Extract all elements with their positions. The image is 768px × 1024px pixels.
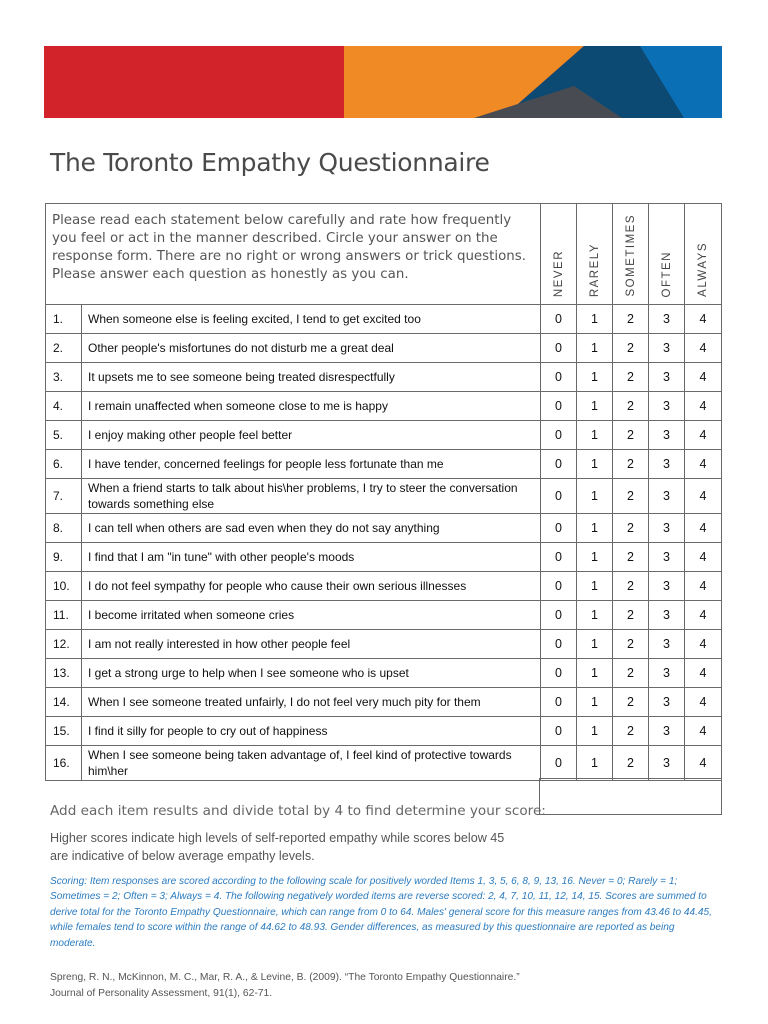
score-option[interactable]: 0: [541, 392, 577, 421]
score-option[interactable]: 4: [685, 514, 722, 543]
score-option[interactable]: 2: [613, 630, 649, 659]
item-statement: I become irritated when someone cries: [82, 601, 541, 630]
score-option[interactable]: 4: [685, 572, 722, 601]
item-statement: I enjoy making other people feel better: [82, 421, 541, 450]
item-statement: When I see someone being taken advantage of, I feel kind of protective towards him\her: [82, 746, 541, 781]
score-option[interactable]: 3: [649, 514, 685, 543]
score-option[interactable]: 0: [541, 746, 577, 781]
item-statement: I remain unaffected when someone close to me is happy: [82, 392, 541, 421]
table-row: [46, 601, 722, 630]
score-option[interactable]: 0: [541, 717, 577, 746]
item-number: 3.: [46, 363, 82, 392]
scale-label: ALWAYS: [697, 242, 710, 297]
item-statement: When I see someone treated unfairly, I do not feel very much pity for them: [82, 688, 541, 717]
score-total-box[interactable]: [539, 778, 722, 815]
score-option[interactable]: 3: [649, 601, 685, 630]
score-option[interactable]: 1: [577, 659, 613, 688]
score-option[interactable]: 2: [613, 543, 649, 572]
table-row: [46, 688, 722, 717]
score-option[interactable]: 4: [685, 659, 722, 688]
item-number: 8.: [46, 514, 82, 543]
score-option[interactable]: 2: [613, 572, 649, 601]
scale-label: OFTEN: [660, 250, 673, 297]
score-option[interactable]: 0: [541, 421, 577, 450]
item-statement: I get a strong urge to help when I see someone who is upset: [82, 659, 541, 688]
score-option[interactable]: 0: [541, 630, 577, 659]
page-title: The Toronto Empathy Questionnaire: [50, 148, 490, 177]
score-option[interactable]: 3: [649, 630, 685, 659]
score-option[interactable]: 0: [541, 305, 577, 334]
score-option[interactable]: 1: [577, 450, 613, 479]
table-row: [46, 305, 722, 334]
score-option[interactable]: 3: [649, 334, 685, 363]
citation: [50, 970, 670, 1002]
item-number: 11.: [46, 601, 82, 630]
item-statement: I can tell when others are sad even when they do not say anything: [82, 514, 541, 543]
score-option[interactable]: 1: [577, 688, 613, 717]
score-option[interactable]: 0: [541, 688, 577, 717]
item-statement: I find that I am "in tune" with other people's moods: [82, 543, 541, 572]
score-option[interactable]: 1: [577, 572, 613, 601]
item-statement: I have tender, concerned feelings for people less fortunate than me: [82, 450, 541, 479]
scale-label: RARELY: [588, 242, 601, 297]
score-option[interactable]: 1: [577, 746, 613, 781]
item-statement: I am not really interested in how other people feel: [82, 630, 541, 659]
table-row: [46, 746, 722, 781]
item-statement: Other people's misfortunes do not disturb me a great deal: [82, 334, 541, 363]
score-interpretation: Higher scores indicate high levels of self-reported empathy while scores below 45 are indicative of below average empathy levels.: [50, 831, 505, 863]
item-number: 1.: [46, 305, 82, 334]
table-header-row: [46, 204, 722, 305]
score-option[interactable]: 1: [577, 543, 613, 572]
score-option[interactable]: 2: [613, 601, 649, 630]
table-row: [46, 479, 722, 514]
item-statement: I find it silly for people to cry out of happiness: [82, 717, 541, 746]
score-option[interactable]: 2: [613, 659, 649, 688]
score-option[interactable]: 0: [541, 543, 577, 572]
score-option[interactable]: 1: [577, 601, 613, 630]
score-option[interactable]: 2: [613, 514, 649, 543]
score-option[interactable]: 2: [613, 421, 649, 450]
score-option[interactable]: 2: [613, 450, 649, 479]
item-number: 2.: [46, 334, 82, 363]
score-option[interactable]: 4: [685, 392, 722, 421]
score-option[interactable]: 4: [685, 601, 722, 630]
item-number: 14.: [46, 688, 82, 717]
score-option[interactable]: 1: [577, 305, 613, 334]
header-banner: [44, 46, 722, 118]
score-option[interactable]: 2: [613, 688, 649, 717]
table-row: [46, 572, 722, 601]
table-row: [46, 450, 722, 479]
questionnaire-table: [45, 203, 722, 781]
score-option[interactable]: 4: [685, 717, 722, 746]
score-option[interactable]: 1: [577, 479, 613, 514]
score-option[interactable]: 4: [685, 334, 722, 363]
table-row: [46, 334, 722, 363]
item-statement: I do not feel sympathy for people who cause their own serious illnesses: [82, 572, 541, 601]
score-option[interactable]: 1: [577, 334, 613, 363]
citation-line-1: Spreng, R. N., McKinnon, M. C., Mar, R. A., & Levine, B. (2009). “The Toronto Empathy Questionnaire.”: [50, 972, 520, 983]
score-option[interactable]: 0: [541, 572, 577, 601]
table-row: [46, 630, 722, 659]
scoring-instructions: Add each item results and divide total by 4 to find determine your score:: [50, 803, 546, 819]
scale-header-never: [541, 204, 577, 305]
table-row: [46, 363, 722, 392]
score-option[interactable]: 4: [685, 421, 722, 450]
score-option[interactable]: 3: [649, 659, 685, 688]
score-option[interactable]: 3: [649, 572, 685, 601]
scale-header-always: [685, 204, 722, 305]
item-number: 15.: [46, 717, 82, 746]
score-option[interactable]: 0: [541, 514, 577, 543]
score-option[interactable]: 2: [613, 717, 649, 746]
item-number: 10.: [46, 572, 82, 601]
item-number: 5.: [46, 421, 82, 450]
score-option[interactable]: 4: [685, 746, 722, 781]
score-option[interactable]: 0: [541, 659, 577, 688]
item-statement: It upsets me to see someone being treated disrespectfully: [82, 363, 541, 392]
score-option[interactable]: 3: [649, 392, 685, 421]
score-option[interactable]: 4: [685, 305, 722, 334]
score-option[interactable]: 2: [613, 334, 649, 363]
score-option[interactable]: 1: [577, 392, 613, 421]
score-option[interactable]: 2: [613, 305, 649, 334]
scale-header-rarely: [577, 204, 613, 305]
scale-header-sometimes: [613, 204, 649, 305]
score-option[interactable]: 0: [541, 363, 577, 392]
score-option[interactable]: 1: [577, 630, 613, 659]
citation-line-2: Journal of Personality Assessment, 91(1), 62-71.: [50, 988, 273, 999]
score-option[interactable]: 2: [613, 363, 649, 392]
score-option[interactable]: 2: [613, 392, 649, 421]
item-number: 13.: [46, 659, 82, 688]
score-option[interactable]: 0: [541, 450, 577, 479]
table-row: [46, 514, 722, 543]
table-row: [46, 421, 722, 450]
score-option[interactable]: 0: [541, 479, 577, 514]
score-option[interactable]: 3: [649, 305, 685, 334]
score-option[interactable]: 1: [577, 717, 613, 746]
item-statement: When a friend starts to talk about his\her problems, I try to steer the conversation towards something else: [82, 479, 541, 514]
scale-header-often: [649, 204, 685, 305]
score-option[interactable]: 4: [685, 363, 722, 392]
table-row: [46, 659, 722, 688]
score-option[interactable]: 2: [613, 479, 649, 514]
score-option[interactable]: 1: [577, 421, 613, 450]
item-number: 12.: [46, 630, 82, 659]
scale-label: NEVER: [552, 249, 565, 297]
score-option[interactable]: 2: [613, 746, 649, 781]
score-option[interactable]: 4: [685, 479, 722, 514]
score-option[interactable]: 3: [649, 421, 685, 450]
score-option[interactable]: 4: [685, 630, 722, 659]
instructions-intro: Please read each statement below carefully and rate how frequently you feel or act in the manner described. Circle your answer on the response form. There are no right or wrong answers or trick questions. Please answer each question as honestly as you can.: [46, 204, 541, 305]
score-option[interactable]: 1: [577, 514, 613, 543]
item-number: 4.: [46, 392, 82, 421]
score-option[interactable]: 4: [685, 543, 722, 572]
item-number: 16.: [46, 746, 82, 781]
scoring-note: Scoring: Item responses are scored according to the following scale for positively worded Items 1, 3, 5, 6, 8, 9, 13, 16. Never = 0; Rarely = 1; Sometimes = 2; Often = 3; Always = 4. The following negatively worded items are reverse scored: 2, 4, 7, 10, 11, 12, 14, 15. Scores are summed to derive total for the Toronto Empathy Questionnaire, which can range from 0 to 64. Males' general score for this measure ranges from 43.46 to 44.45, while females tend to score within the range of 44.62 to 48.93. Gender differences, as measured by this questionnaire are reported as being moderate.: [50, 876, 712, 949]
score-option[interactable]: 0: [541, 334, 577, 363]
score-option[interactable]: 3: [649, 479, 685, 514]
table-row: [46, 717, 722, 746]
item-number: 7.: [46, 479, 82, 514]
score-option[interactable]: 3: [649, 543, 685, 572]
score-option[interactable]: 3: [649, 688, 685, 717]
score-option[interactable]: 1: [577, 363, 613, 392]
score-option[interactable]: 3: [649, 746, 685, 781]
score-option[interactable]: 0: [541, 601, 577, 630]
scale-label: SOMETIMES: [624, 214, 637, 297]
item-number: 6.: [46, 450, 82, 479]
score-option[interactable]: 3: [649, 717, 685, 746]
item-statement: When someone else is feeling excited, I tend to get excited too: [82, 305, 541, 334]
score-option[interactable]: 4: [685, 450, 722, 479]
score-option[interactable]: 3: [649, 363, 685, 392]
score-option[interactable]: 3: [649, 450, 685, 479]
table-row: [46, 543, 722, 572]
score-option[interactable]: 4: [685, 688, 722, 717]
item-number: 9.: [46, 543, 82, 572]
table-row: [46, 392, 722, 421]
